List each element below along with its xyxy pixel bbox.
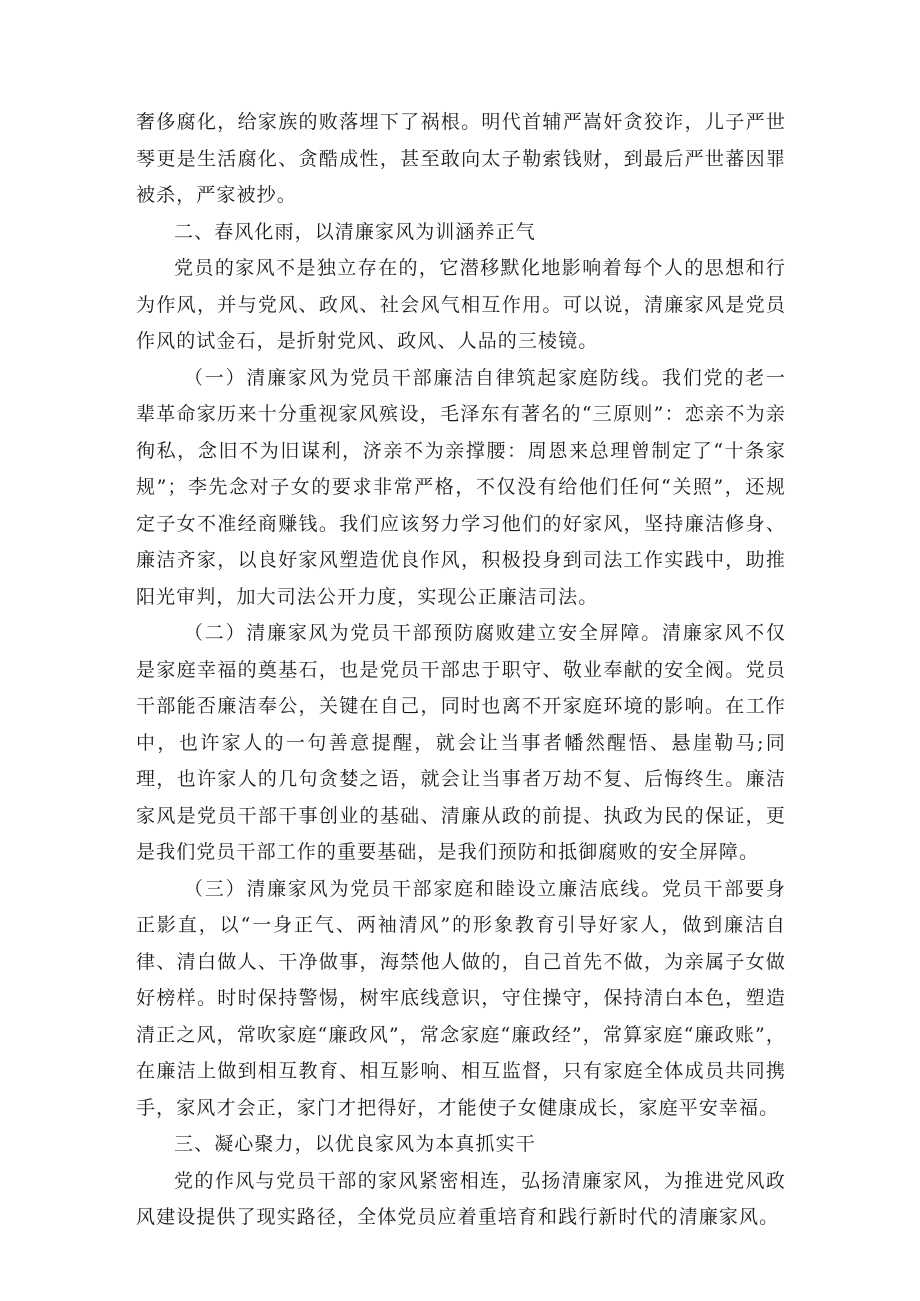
section-heading-3: 三、凝心聚力，以优良家风为本真抓实干 (174, 1133, 536, 1155)
paragraph-subsection-2: （二）清廉家风为党员干部预防腐败建立安全屏障。清廉家风不仅是家庭幸福的奠基石，也是党员干部忠于职守、敬业奉献的安全阀。党员干部能否廉洁奉公，关键在自己，同时也离不开家庭环境的影响。在工作中，也许家人的一句善意提醒，就会让当事者幡然醒悟、悬崖勒马;同理，也许家人的几句贪婪之语，就会让当事者万劫不复、后悔终生。廉洁家风是党员干部干事创业的基础、清廉从政的前提、执政为民的保证，更是我们党员干部工作的重要基础，是我们预防和抵御腐败的安全屏障。 (136, 622, 786, 863)
paragraph-intro-3: 党的作风与党员干部的家风紧密相连，弘扬清廉家风，为推进党风政风建设提供了现实路径，全体党员应着重培育和践行新时代的清廉家风。 (136, 1169, 786, 1228)
paragraph-subsection-1: （一）清廉家风为党员干部廉洁自律筑起家庭防线。我们党的老一辈革命家历来十分重视家风殡设，毛泽东有著名的“三原则”：恋亲不为亲徇私，念旧不为旧谋利，济亲不为亲撑腰：周恩来总理曾制定了“十条家规”；李先念对子女的要求非常严格，不仅没有给他们任何“关照”，还规定子女不准经商赚钱。我们应该努力学习他们的好家风，坚持廉洁修身、廉洁齐家，以良好家风塑造优良作风，积极投身到司法工作实践中，助推阳光审判，加大司法公开力度，实现公正廉洁司法。 (136, 366, 786, 608)
paragraph-subsection-3: （三）清廉家风为党员干部家庭和睦设立廉洁底线。党员干部要身正影直，以“一身正气、两袖清风”的形象教育引导好家人，做到廉洁自律、清白做人、干净做事，海禁他人做的，自己首先不做，为亲属子女做好榜样。时时保持警惕，树牢底线意识，守住操守，保持清白本色，塑造清正之风，常吹家庭“廉政风”，常念家庭“廉政经”，常算家庭“廉政账”，在廉洁上做到相互教育、相互影响、相互监督，只有家庭全体成员共同携手，家风才会正，家门才把得好，才能使子女健康成长，家庭平安幸福。 (136, 877, 786, 1119)
paragraph-intro-2: 党员的家风不是独立存在的，它潜移默化地影响着每个人的思想和行为作风，并与党风、政风、社会风气相互作用。可以说，清廉家风是党员作风的试金石，是折射党风、政风、人品的三棱镜。 (136, 257, 786, 352)
section-heading-2: 二、春风化雨，以清廉家风为训涵养正气 (174, 220, 536, 243)
document-body (136, 104, 786, 1236)
paragraph-continuation: 奢侈腐化，给家族的败落埋下了祸根。明代首辅严嵩奸贪狡诈，儿子严世琴更是生活腐化、贪酷成性，甚至敢向太子勒索钱财，到最后严世蕃因罪被杀，严家被抄。 (136, 111, 786, 206)
